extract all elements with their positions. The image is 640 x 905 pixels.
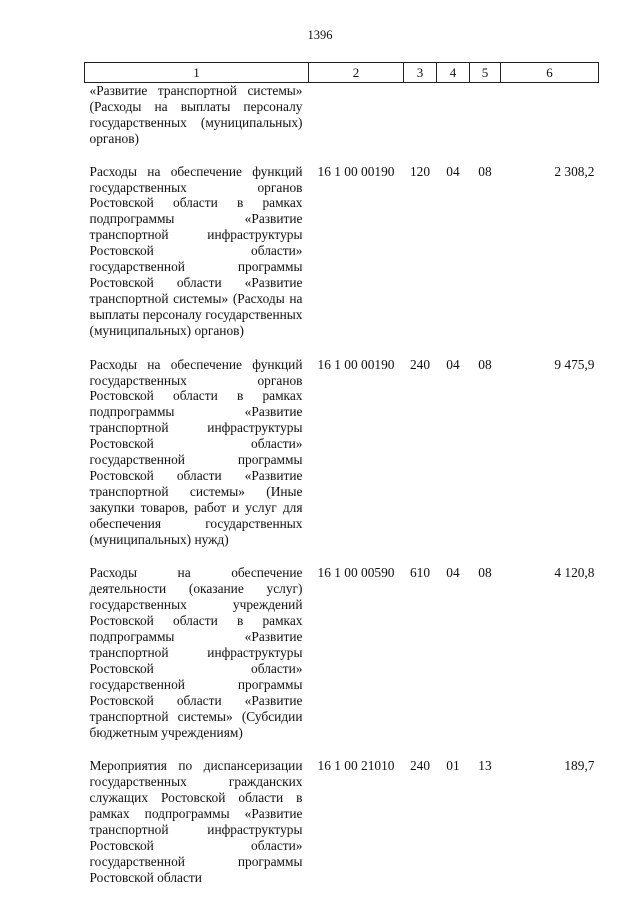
table-row <box>85 164 599 357</box>
row-subsection <box>470 83 501 164</box>
row-description: Расходы на обеспечение функций государственных органов Ростовской области в рамках подпрограммы «Развитие транспортной инфраструктуры Ростовской области» государственной программы Ростовской области «Развитие транспортной системы» (Иные закупки товаров, работ и услуг для обеспечения государственных (муниципальных) нужд) <box>89 356 303 547</box>
row-expense-type: 120 <box>409 163 431 179</box>
header-col-6: 6 <box>501 63 599 83</box>
row-target-code: 16 1 00 00590 <box>317 565 395 581</box>
row-target-code: 16 1 00 00190 <box>317 163 395 179</box>
row-description: Расходы на обеспечение функций государственных органов Ростовской области в рамках подпрограммы «Развитие транспортной инфраструктуры Ростовской области» государственной программы Ростовской области «Развитие транспортной системы» (Расходы на выплаты персоналу государственных (муниципальных) органов) <box>89 163 303 338</box>
row-amount: 2 308,2 <box>554 163 595 179</box>
row-description: Мероприятия по диспансеризации государственных гражданских служащих Ростовской области в рамках подпрограммы «Развитие транспортной инфраструктуры Ростовской области» государственной программы Ростовской области <box>89 758 303 885</box>
header-col-4: 4 <box>437 63 470 83</box>
header-col-5: 5 <box>470 63 501 83</box>
row-subsection: 13 <box>478 758 492 774</box>
row-description: Расходы на обеспечение деятельности (оказание услуг) государственных учреждений Ростовской области в рамках подпрограммы «Развитие транспортной инфраструктуры Ростовской области» государственной программы Ростовской области «Развитие транспортной системы» (Субсидии бюджетным учреждениям) <box>89 565 303 740</box>
table-row <box>85 565 599 758</box>
table-row <box>85 758 599 885</box>
row-target-code <box>309 83 404 164</box>
table-row <box>85 357 599 566</box>
row-expense-type <box>404 83 437 164</box>
row-subsection: 08 <box>478 565 492 581</box>
row-section <box>437 83 470 164</box>
row-section: 04 <box>446 356 460 372</box>
header-col-2: 2 <box>309 63 404 83</box>
header-col-3: 3 <box>404 63 437 83</box>
row-target-code: 16 1 00 00190 <box>317 356 395 372</box>
row-subsection: 08 <box>478 163 492 179</box>
row-amount: 9 475,9 <box>554 356 595 372</box>
budget-table <box>84 62 599 886</box>
table-row <box>85 83 599 164</box>
row-subsection: 08 <box>478 356 492 372</box>
table-header-row <box>85 63 599 83</box>
header-col-1: 1 <box>85 63 309 83</box>
row-section: 04 <box>446 163 460 179</box>
row-target-code: 16 1 00 21010 <box>317 758 395 774</box>
row-expense-type: 610 <box>409 565 431 581</box>
row-description: «Развитие транспортной системы» (Расходы на выплаты персоналу государственных (муниципальных) органов) <box>89 83 303 146</box>
row-expense-type: 240 <box>409 356 431 372</box>
row-section: 04 <box>446 565 460 581</box>
row-amount: 4 120,8 <box>554 565 595 581</box>
row-section: 01 <box>446 758 460 774</box>
row-expense-type: 240 <box>409 758 431 774</box>
page-number: 1396 <box>307 28 333 42</box>
row-amount: 189,7 <box>564 758 595 774</box>
row-amount <box>501 83 599 164</box>
